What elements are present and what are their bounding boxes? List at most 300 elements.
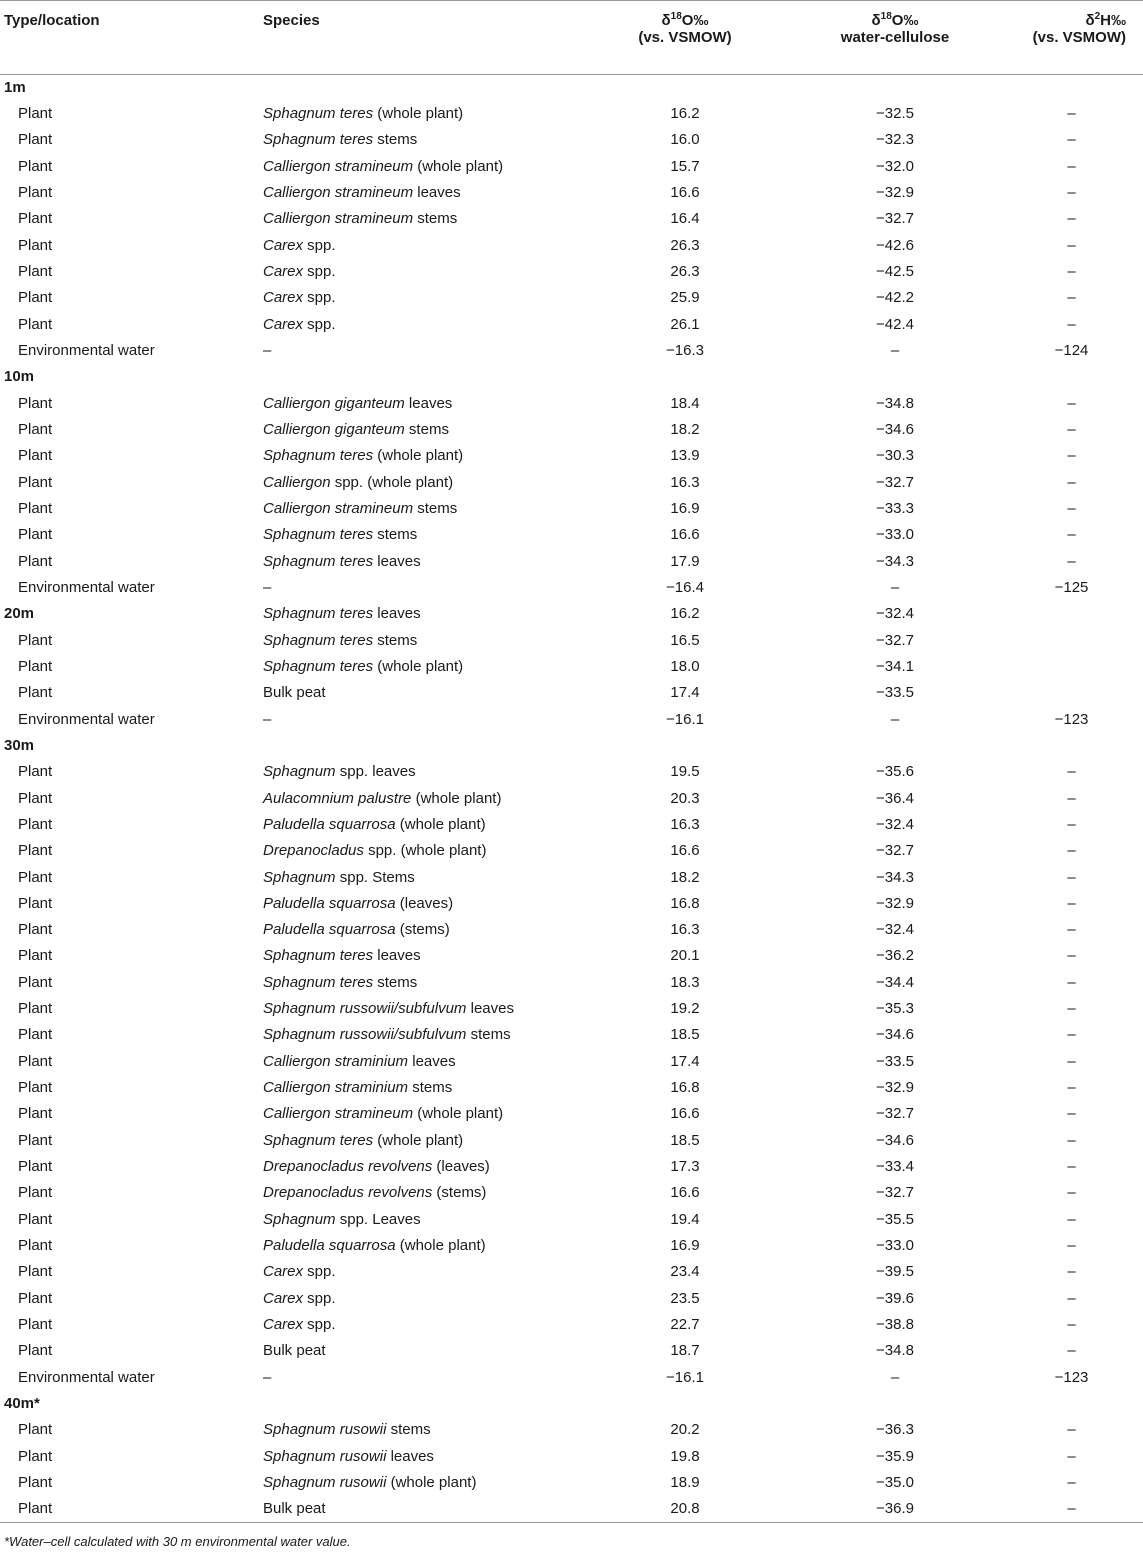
species-cell xyxy=(260,1417,580,1443)
type-cell: Plant xyxy=(18,868,53,886)
species-suffix: leaves xyxy=(386,1447,434,1465)
d2h-value xyxy=(1000,627,1143,653)
species-suffix: (whole plant) xyxy=(373,104,464,122)
species-suffix: spp. Stems xyxy=(335,868,415,886)
d18o-value: 16.6 xyxy=(670,842,700,860)
d18o-value: 16.2 xyxy=(670,605,700,623)
d2h-value: – xyxy=(1067,1184,1076,1202)
species-cell xyxy=(260,417,580,443)
d2h-value: – xyxy=(1067,1105,1076,1123)
d18o-value: 18.5 xyxy=(670,1026,700,1044)
type-cell: Plant xyxy=(18,657,53,675)
species-cell xyxy=(260,311,580,337)
species-italic: Calliergon stramineum xyxy=(263,499,414,517)
group-row xyxy=(0,75,1143,101)
species-italic: Calliergon straminium xyxy=(263,1079,409,1097)
species-suffix: leaves xyxy=(404,394,453,412)
species-italic: Paludella squarrosa xyxy=(263,815,396,833)
water-cellulose-value: −34.6 xyxy=(876,1131,914,1149)
species-suffix: – xyxy=(263,1368,272,1386)
type-cell: Plant xyxy=(18,131,53,149)
type-cell: Plant xyxy=(18,921,53,939)
table-row xyxy=(0,1128,1143,1154)
d2h-value xyxy=(1000,654,1143,680)
d18o-value: 18.5 xyxy=(670,1131,700,1149)
type-cell: Plant xyxy=(18,447,53,465)
species-cell xyxy=(260,153,580,179)
water-cellulose-value: −42.6 xyxy=(876,236,914,254)
species-italic: Calliergon giganteum xyxy=(263,420,405,438)
d2h-value xyxy=(1000,680,1143,706)
species-cell xyxy=(260,338,580,364)
water-cellulose-value: −33.5 xyxy=(876,1052,914,1070)
water-cellulose-value: −32.7 xyxy=(876,210,914,228)
species-cell xyxy=(260,522,580,548)
d18o-value: 23.4 xyxy=(670,1263,700,1281)
d18o-value: −16.4 xyxy=(666,578,704,596)
d2h-value: – xyxy=(1067,763,1076,781)
species-cell xyxy=(260,1022,580,1048)
d18o-value: 19.4 xyxy=(670,1210,700,1228)
species-italic: Calliergon stramineum xyxy=(263,1105,414,1123)
type-cell: Plant xyxy=(18,473,53,491)
table-row xyxy=(0,1180,1143,1206)
table-row xyxy=(0,1075,1143,1101)
type-cell: Plant xyxy=(18,236,53,254)
species-suffix: stems xyxy=(408,1079,453,1097)
group-row xyxy=(0,1391,1143,1417)
water-cellulose-value: −39.6 xyxy=(876,1289,914,1307)
species-italic: Carex xyxy=(263,262,304,280)
water-cellulose-value: −34.1 xyxy=(876,657,914,675)
type-cell: Plant xyxy=(18,1158,53,1176)
water-cellulose-value: −34.8 xyxy=(876,394,914,412)
species-italic: Sphagnum teres xyxy=(263,631,374,649)
species-cell xyxy=(260,1259,580,1285)
species-suffix: – xyxy=(263,578,272,596)
header-species: Species xyxy=(260,1,580,75)
group-label: 1m xyxy=(4,78,26,96)
species-suffix: spp. xyxy=(303,236,336,254)
d2h-value: – xyxy=(1067,1447,1076,1465)
d2h-value xyxy=(1000,601,1143,627)
d18o-value: 20.3 xyxy=(670,789,700,807)
species-italic: Carex xyxy=(263,289,304,307)
species-cell xyxy=(260,759,580,785)
type-cell: Plant xyxy=(18,526,53,544)
species-italic: Sphagnum teres xyxy=(263,657,374,675)
type-cell: Plant xyxy=(18,684,53,702)
water-cellulose-value: −34.8 xyxy=(876,1342,914,1360)
d2h-value: – xyxy=(1067,1263,1076,1281)
d2h-value: – xyxy=(1067,526,1076,544)
table-row xyxy=(0,917,1143,943)
table-row xyxy=(0,1496,1143,1522)
water-cellulose-value: – xyxy=(890,341,900,359)
d18o-value: −16.1 xyxy=(666,710,704,728)
type-cell: Plant xyxy=(18,789,53,807)
species-suffix: stems xyxy=(373,131,418,149)
species-cell xyxy=(260,1128,580,1154)
group-label: 30m xyxy=(4,736,35,754)
table-row xyxy=(0,1470,1143,1496)
d2h-value: – xyxy=(1067,210,1076,228)
type-cell: Plant xyxy=(18,1342,53,1360)
type-cell: Environmental water xyxy=(18,578,155,596)
species-italic: Calliergon stramineum xyxy=(263,183,414,201)
type-cell: Plant xyxy=(18,894,53,912)
table-row xyxy=(0,232,1143,258)
species-suffix: spp. (whole plant) xyxy=(330,473,454,491)
species-suffix: (leaves) xyxy=(395,894,454,912)
water-cellulose-value: −34.3 xyxy=(876,868,914,886)
species-suffix: – xyxy=(263,710,272,728)
d18o-value: 15.7 xyxy=(670,157,700,175)
species-suffix: – xyxy=(263,341,272,359)
species-cell xyxy=(260,680,580,706)
species-cell xyxy=(260,259,580,285)
d18o-value: 16.3 xyxy=(670,815,700,833)
d2h-value: – xyxy=(1067,315,1076,333)
species-suffix: leaves xyxy=(373,947,421,965)
species-suffix: stems xyxy=(404,420,449,438)
water-cellulose-value: −32.7 xyxy=(876,842,914,860)
species-cell xyxy=(260,443,580,469)
species-italic: Sphagnum teres xyxy=(263,104,374,122)
species-italic: Drepanocladus xyxy=(263,842,364,860)
water-cellulose-value: – xyxy=(890,1368,900,1386)
water-cellulose-value: −32.9 xyxy=(876,894,914,912)
water-cellulose-value: −34.6 xyxy=(876,420,914,438)
species-italic: Paludella squarrosa xyxy=(263,921,396,939)
d2h-value: – xyxy=(1067,1158,1076,1176)
species-suffix: spp. xyxy=(303,1289,336,1307)
d18o-value: 18.7 xyxy=(670,1342,700,1360)
species-suffix: spp. xyxy=(303,1263,336,1281)
d2h-value: – xyxy=(1067,1289,1076,1307)
table-row xyxy=(0,390,1143,416)
d2h-value: – xyxy=(1067,868,1076,886)
type-cell: Environmental water xyxy=(18,710,155,728)
water-cellulose-value: −42.2 xyxy=(876,289,914,307)
d18o-value: 19.5 xyxy=(670,763,700,781)
d18o-value: 13.9 xyxy=(670,447,700,465)
d18o-value: 16.8 xyxy=(670,894,700,912)
table-row xyxy=(0,522,1143,548)
type-cell: Plant xyxy=(18,104,53,122)
species-italic: Sphagnum rusowii xyxy=(263,1474,387,1492)
species-cell xyxy=(260,1338,580,1364)
type-cell: Environmental water xyxy=(18,1368,155,1386)
species-cell xyxy=(260,469,580,495)
water-cellulose-value: −35.6 xyxy=(876,763,914,781)
d18o-value: 20.1 xyxy=(670,947,700,965)
water-cellulose-value: – xyxy=(890,578,900,596)
water-cellulose-value: −42.4 xyxy=(876,315,914,333)
species-cell xyxy=(260,785,580,811)
species-suffix: spp. xyxy=(303,1316,336,1334)
water-cellulose-value: −32.9 xyxy=(876,1079,914,1097)
type-cell: Plant xyxy=(18,1316,53,1334)
species-suffix: (whole plant) xyxy=(395,815,486,833)
table-row xyxy=(0,996,1143,1022)
species-italic: Sphagnum teres xyxy=(263,552,374,570)
species-suffix: stems xyxy=(373,631,418,649)
water-cellulose-value: −35.5 xyxy=(876,1210,914,1228)
d18o-value: 16.6 xyxy=(670,526,700,544)
species-cell xyxy=(260,1233,580,1259)
species-suffix: Bulk peat xyxy=(263,1342,326,1360)
d2h-value: – xyxy=(1067,131,1076,149)
table-row xyxy=(0,627,1143,653)
water-cellulose-value: −35.3 xyxy=(876,1000,914,1018)
species-italic: Sphagnum teres xyxy=(263,1131,374,1149)
type-cell: Plant xyxy=(18,1052,53,1070)
type-cell: Plant xyxy=(18,289,53,307)
d18o-value: 26.3 xyxy=(670,236,700,254)
species-italic: Paludella squarrosa xyxy=(263,894,396,912)
species-cell xyxy=(260,1312,580,1338)
species-cell xyxy=(260,1207,580,1233)
table-row xyxy=(0,1312,1143,1338)
species-suffix: (whole plant) xyxy=(395,1237,486,1255)
species-cell xyxy=(260,1049,580,1075)
species-suffix: (whole plant) xyxy=(386,1474,477,1492)
type-cell: Plant xyxy=(18,815,53,833)
species-suffix: spp. Leaves xyxy=(335,1210,421,1228)
species-cell xyxy=(260,627,580,653)
d18o-value: 16.5 xyxy=(670,631,700,649)
species-italic: Calliergon giganteum xyxy=(263,394,405,412)
water-cellulose-value: −35.9 xyxy=(876,1447,914,1465)
d18o-value: 16.6 xyxy=(670,183,700,201)
d18o-value: 18.9 xyxy=(670,1474,700,1492)
species-cell xyxy=(260,232,580,258)
d2h-value: – xyxy=(1067,104,1076,122)
table-footnote: *Water–cell calculated with 30 m environmental water value. xyxy=(4,1534,351,1550)
d2h-value: −125 xyxy=(1054,578,1089,596)
species-suffix: leaves xyxy=(413,183,461,201)
type-cell: Plant xyxy=(18,1131,53,1149)
d2h-value: – xyxy=(1067,947,1076,965)
water-cellulose-value: −32.4 xyxy=(876,815,914,833)
species-suffix: leaves xyxy=(408,1052,456,1070)
table-row xyxy=(0,864,1143,890)
d2h-value: – xyxy=(1067,1026,1076,1044)
table-row xyxy=(0,206,1143,232)
d2h-value: – xyxy=(1067,552,1076,570)
water-cellulose-value: −32.5 xyxy=(876,104,914,122)
type-cell: Plant xyxy=(18,973,53,991)
species-suffix: (whole plant) xyxy=(411,789,502,807)
d2h-value: – xyxy=(1067,842,1076,860)
d2h-value: – xyxy=(1067,420,1076,438)
table-row xyxy=(0,943,1143,969)
water-cellulose-value: −32.7 xyxy=(876,1105,914,1123)
species-suffix: stems xyxy=(373,526,418,544)
group-label: 40m* xyxy=(4,1395,40,1413)
d18o-value: 17.3 xyxy=(670,1158,700,1176)
type-cell: Plant xyxy=(18,499,53,517)
group-row xyxy=(0,733,1143,759)
species-suffix: stems xyxy=(413,210,458,228)
species-suffix: (whole plant) xyxy=(413,1105,504,1123)
d18o-value: 20.8 xyxy=(580,1496,790,1522)
water-cellulose-value: −33.3 xyxy=(876,499,914,517)
type-cell: Plant xyxy=(18,1263,53,1281)
species-suffix: stems xyxy=(466,1026,511,1044)
type-cell: Plant xyxy=(18,394,53,412)
d18o-value: 17.4 xyxy=(670,684,700,702)
d2h-value: – xyxy=(1067,921,1076,939)
water-cellulose-value: −30.3 xyxy=(876,447,914,465)
d18o-value: 19.2 xyxy=(670,1000,700,1018)
species-italic: Sphagnum teres xyxy=(263,605,374,623)
d18o-value: 16.0 xyxy=(670,131,700,149)
d18o-value: 22.7 xyxy=(670,1316,700,1334)
species-cell xyxy=(260,285,580,311)
table-row xyxy=(0,285,1143,311)
table-body xyxy=(0,75,1143,1523)
d2h-value: – xyxy=(1067,1421,1076,1439)
d2h-value: – xyxy=(1067,1474,1076,1492)
species-cell xyxy=(260,1154,580,1180)
water-cellulose-value: −32.3 xyxy=(876,131,914,149)
table-row xyxy=(0,1233,1143,1259)
water-cellulose-value: −33.5 xyxy=(876,684,914,702)
species-suffix: (whole plant) xyxy=(373,447,464,465)
d18o-value: 16.2 xyxy=(670,104,700,122)
d18o-value: 18.3 xyxy=(670,973,700,991)
table-row xyxy=(0,812,1143,838)
type-cell: Plant xyxy=(18,1026,53,1044)
table-row xyxy=(0,575,1143,601)
species-suffix: (stems) xyxy=(395,921,450,939)
table-row xyxy=(0,970,1143,996)
water-cellulose-value: −32.4 xyxy=(876,921,914,939)
species-cell xyxy=(260,1444,580,1470)
species-cell xyxy=(260,180,580,206)
species-suffix: Bulk peat xyxy=(263,684,326,702)
species-cell xyxy=(260,891,580,917)
d18o-value: 16.9 xyxy=(670,1237,700,1255)
water-cellulose-value: −32.9 xyxy=(876,183,914,201)
group-label: 10m xyxy=(4,368,35,386)
d2h-value: – xyxy=(1067,1079,1076,1097)
group-row xyxy=(0,601,1143,627)
species-suffix: (stems) xyxy=(432,1184,487,1202)
group-label: 20m xyxy=(4,605,35,623)
table-row xyxy=(0,1049,1143,1075)
species-italic: Sphagnum teres xyxy=(263,947,374,965)
table-row xyxy=(0,785,1143,811)
d18o-value: 26.3 xyxy=(670,262,700,280)
species-suffix: stems xyxy=(413,499,458,517)
type-cell: Plant xyxy=(18,183,53,201)
table-row xyxy=(0,759,1143,785)
water-cellulose-value: −39.5 xyxy=(876,1263,914,1281)
d18o-value: 16.6 xyxy=(670,1184,700,1202)
d18o-value: −16.1 xyxy=(666,1368,704,1386)
species-italic: Carex xyxy=(263,1289,304,1307)
table-row xyxy=(0,180,1143,206)
species-italic: Sphagnum teres xyxy=(263,973,374,991)
d2h-value: – xyxy=(1067,1210,1076,1228)
table-row xyxy=(0,259,1143,285)
table-row xyxy=(0,1365,1143,1391)
type-cell: Plant xyxy=(18,1447,53,1465)
water-cellulose-value: −42.5 xyxy=(876,262,914,280)
species-suffix: spp. leaves xyxy=(335,763,416,781)
species-suffix: spp. xyxy=(303,289,336,307)
species-suffix: stems xyxy=(373,973,418,991)
type-cell: Plant xyxy=(18,1105,53,1123)
species-italic: Sphagnum xyxy=(263,1210,336,1228)
water-cellulose-value: −32.7 xyxy=(876,1184,914,1202)
d2h-value: – xyxy=(1067,473,1076,491)
species-suffix: stems xyxy=(386,1421,431,1439)
species-italic: Sphagnum teres xyxy=(263,526,374,544)
d18o-value: −16.3 xyxy=(666,341,704,359)
water-cellulose-value: −35.0 xyxy=(876,1474,914,1492)
d2h-value: – xyxy=(1067,1131,1076,1149)
d2h-value: – xyxy=(1067,447,1076,465)
species-suffix: spp. (whole plant) xyxy=(363,842,487,860)
type-cell: Plant xyxy=(18,842,53,860)
d18o-value: 26.1 xyxy=(670,315,700,333)
type-cell: Plant xyxy=(0,1496,260,1522)
d18o-value: 16.9 xyxy=(670,499,700,517)
species-italic: Sphagnum rusowii xyxy=(263,1447,387,1465)
type-cell: Plant xyxy=(18,947,53,965)
table-row xyxy=(0,1154,1143,1180)
species-cell xyxy=(260,996,580,1022)
species-italic: Carex xyxy=(263,315,304,333)
water-cellulose-value: −36.2 xyxy=(876,947,914,965)
species-italic: Carex xyxy=(263,1263,304,1281)
species-suffix: (whole plant) xyxy=(373,657,464,675)
d18o-value: 16.4 xyxy=(670,210,700,228)
type-cell: Plant xyxy=(18,631,53,649)
table-row xyxy=(0,1207,1143,1233)
species-cell xyxy=(260,127,580,153)
species-cell xyxy=(260,917,580,943)
species-suffix: leaves xyxy=(373,605,421,623)
species-cell xyxy=(260,970,580,996)
type-cell: Plant xyxy=(18,315,53,333)
d2h-value: – xyxy=(1067,499,1076,517)
species-cell xyxy=(260,601,580,627)
species-cell xyxy=(260,101,580,127)
water-cellulose-value: −36.9 xyxy=(790,1496,1000,1522)
species-italic: Drepanocladus revolvens xyxy=(263,1158,433,1176)
table-row xyxy=(0,1338,1143,1364)
species-italic: Carex xyxy=(263,1316,304,1334)
species-italic: Calliergon stramineum xyxy=(263,210,414,228)
species-cell xyxy=(260,390,580,416)
water-cellulose-value: −32.4 xyxy=(876,605,914,623)
water-cellulose-value: −34.3 xyxy=(876,552,914,570)
species-cell xyxy=(260,706,580,732)
type-cell: Plant xyxy=(18,262,53,280)
d2h-value: – xyxy=(1067,157,1076,175)
table-row xyxy=(0,548,1143,574)
water-cellulose-value: −36.3 xyxy=(876,1421,914,1439)
header-d2h-vsmow: $\delta^2H‰$ (vs. VSMOW) xyxy=(1000,1,1143,75)
table-row xyxy=(0,417,1143,443)
table-row xyxy=(0,1417,1143,1443)
table-row xyxy=(0,1022,1143,1048)
